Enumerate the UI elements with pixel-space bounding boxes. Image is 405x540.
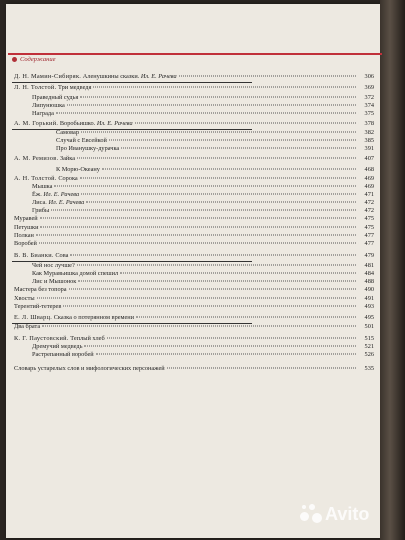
toc-page-number: 495 (364, 314, 374, 321)
toc-entry (32, 94, 374, 102)
toc-title: Сказка о потерянном времени (53, 314, 135, 321)
toc-title: Про Иванушку-дурачка (56, 145, 120, 152)
dot-leader (51, 210, 356, 211)
toc-title: Полкан (14, 232, 34, 239)
toc-entry (32, 183, 374, 191)
toc-title: Грибы (32, 207, 50, 214)
toc-title: Лиса. (32, 199, 47, 206)
dot-leader (86, 202, 356, 203)
dot-leader (81, 132, 356, 133)
toc-entry-title (32, 207, 49, 215)
toc-title: Три медведя (58, 84, 92, 91)
toc-entry-title (32, 102, 65, 110)
toc-entry (32, 270, 374, 278)
toc-page-number: 369 (364, 84, 374, 91)
toc-page-number: 477 (364, 232, 374, 239)
toc-entry-title (14, 323, 40, 331)
dot-leader (96, 354, 356, 355)
dot-leader (81, 194, 356, 195)
toc-title: Праведный судья (32, 94, 79, 101)
toc-entry (32, 278, 374, 286)
dot-leader (42, 326, 356, 327)
dot-leader (136, 317, 356, 318)
toc-page-number: 374 (364, 102, 374, 109)
toc-entry (14, 286, 374, 294)
toc-illustrator-note: Ил. Е. Рачева (140, 73, 177, 80)
toc-title: Теплый хлеб (70, 335, 105, 342)
dot-leader (39, 243, 356, 244)
toc-entry-title (32, 343, 82, 351)
toc-entry-title (32, 199, 84, 207)
toc-author: К. Г. Паустовский. (14, 335, 69, 342)
toc-title: Хвосты (14, 295, 35, 302)
avito-watermark (300, 503, 369, 525)
toc-page-number: 475 (364, 215, 374, 222)
dot-leader (67, 105, 356, 106)
toc-entry (14, 224, 374, 232)
toc-entry (14, 175, 374, 183)
toc-page-number: 501 (364, 323, 374, 330)
toc-page-number: 475 (364, 224, 374, 231)
toc-entry (14, 365, 374, 373)
dot-leader (77, 265, 356, 266)
dot-leader (36, 235, 356, 236)
toc-entry-title (14, 240, 37, 248)
toc-page-number: 375 (364, 110, 374, 117)
header-title: Содержание (20, 56, 56, 63)
toc-entry-title (32, 278, 76, 286)
dot-leader (107, 338, 356, 339)
toc-entry (14, 232, 374, 240)
toc-entry (14, 155, 374, 163)
toc-entry-title (32, 191, 79, 199)
toc-title: Самовар (56, 129, 79, 136)
dot-leader (135, 123, 356, 124)
toc-entry (32, 343, 374, 351)
toc-entry (56, 137, 374, 145)
toc-entry (32, 191, 374, 199)
dot-leader (70, 255, 356, 256)
toc-entry-title (14, 73, 177, 81)
toc-entry-title (14, 232, 34, 240)
dot-leader (78, 281, 356, 282)
toc-title: Воробей (14, 240, 37, 247)
toc-illustrator-note: Ил. Е. Рачева (43, 191, 80, 198)
dot-leader (179, 76, 356, 77)
toc-title: Мышка (32, 183, 53, 190)
dot-leader (84, 346, 356, 347)
toc-author: Е. Л. Шварц. (14, 314, 53, 321)
toc-entry-title (14, 215, 38, 223)
toc-entry (14, 335, 374, 343)
toc-title: Воробьишко. (59, 120, 96, 127)
avito-dots-icon (300, 503, 322, 525)
toc-page-number: 378 (364, 120, 374, 127)
dot-leader (40, 218, 356, 219)
toc-page-number: 484 (364, 270, 374, 277)
toc-title: Муравей (14, 215, 38, 222)
toc-title: Сорока (58, 175, 78, 182)
toc-title: Сова (55, 252, 69, 259)
toc-title: Растрепанный воробей (32, 351, 94, 358)
toc-entry (14, 84, 374, 92)
toc-author: В. В. Бианки. (14, 252, 54, 259)
toc-page-number: 490 (364, 286, 374, 293)
toc-entry-title (32, 110, 54, 118)
toc-entry (14, 252, 374, 260)
toc-page-number: 469 (364, 183, 374, 190)
toc-title: Петушки (14, 224, 39, 231)
toc-entry (14, 295, 374, 303)
toc-page-number: 407 (364, 155, 374, 162)
toc-entry-title (14, 365, 165, 373)
toc-entry-title (56, 129, 79, 137)
toc-entry (14, 215, 374, 223)
dot-leader (63, 306, 356, 307)
toc-title: Случай с Евсейкой (56, 137, 107, 144)
toc-page-number: 372 (364, 94, 374, 101)
toc-page-number: 385 (364, 137, 374, 144)
toc-entry-title (14, 252, 68, 260)
toc-entry-title (14, 175, 78, 183)
toc-page-number: 468 (364, 166, 374, 173)
toc-entry-title (14, 224, 38, 232)
dot-leader (109, 140, 356, 141)
toc-entry-title (14, 155, 75, 163)
toc-entry (56, 145, 374, 153)
toc-entry-title (56, 145, 119, 153)
toc-entry-title (32, 262, 75, 270)
toc-entry (14, 240, 374, 248)
toc-entry-title (14, 303, 61, 311)
toc-entry-title (32, 183, 52, 191)
toc-page-number: 382 (364, 129, 374, 136)
toc-entry (56, 129, 374, 137)
toc-entry (32, 351, 374, 359)
watermark-text: Avito (325, 503, 370, 524)
toc-entry-title (14, 120, 133, 128)
toc-entry (56, 166, 374, 174)
toc-entry-title (56, 166, 100, 174)
dot-leader (54, 186, 356, 187)
dot-leader (69, 289, 356, 290)
toc-title: Мастера без топора (14, 286, 67, 293)
toc-title: Словарь устарелых слов и мифологических персонажей (14, 365, 165, 372)
toc-page-number: 391 (364, 145, 374, 152)
toc-page-number: 469 (364, 175, 374, 182)
toc-entry (14, 314, 374, 322)
toc-entry (14, 303, 374, 311)
toc-title: Награда (32, 110, 54, 117)
toc-page-number: 472 (364, 199, 374, 206)
dot-leader (77, 158, 356, 159)
dot-leader (40, 227, 356, 228)
dot-leader (120, 273, 356, 274)
toc-page-number: 521 (364, 343, 374, 350)
toc-page-number: 306 (364, 73, 374, 80)
toc-author: Д. Н. Мамин-Сибиряк. (14, 73, 82, 80)
toc-entry (32, 199, 374, 207)
toc-page-number: 477 (364, 240, 374, 247)
toc-title: Липунюшка (32, 102, 65, 109)
toc-entry-title (32, 270, 118, 278)
toc-title: Дремучий медведь (32, 343, 83, 350)
toc-page-number: 471 (364, 191, 374, 198)
toc-entry (32, 207, 374, 215)
toc-entry (14, 323, 374, 331)
toc-page-number: 526 (364, 351, 374, 358)
toc-author: Л. Н. Толстой. (14, 84, 57, 91)
toc-title: Зайка (59, 155, 76, 162)
toc-entry-title (32, 94, 78, 102)
toc-entry-title (14, 286, 67, 294)
toc-entry-title (14, 335, 105, 343)
toc-page-number: 488 (364, 278, 374, 285)
toc-page-number: 479 (364, 252, 374, 259)
toc-page-number: 515 (364, 335, 374, 342)
toc-author: А. М. Горький. (14, 120, 59, 127)
toc-illustrator-note: Ил. Е. Рачева (48, 199, 85, 206)
toc-title: Как Муравьишка домой спешил (32, 270, 119, 277)
toc-page-number: 493 (364, 303, 374, 310)
toc-entry-title (32, 351, 94, 359)
toc-title: Ёж. (32, 191, 42, 198)
toc-title: Чей нос лучше? (32, 262, 75, 269)
dot-leader (80, 178, 356, 179)
toc-title: К Морю-Океану (56, 166, 100, 173)
dot-leader (121, 148, 356, 149)
dot-leader (167, 368, 356, 369)
toc-entry (32, 110, 374, 118)
toc-entry (32, 262, 374, 270)
section-underline (12, 82, 252, 83)
toc-title: Два брата (14, 323, 41, 330)
toc-entry-title (14, 295, 35, 303)
toc-page-number: 491 (364, 295, 374, 302)
toc-illustrator-note: Ил. Е. Рачева (96, 120, 133, 127)
toc-entry-title (14, 314, 134, 322)
toc-entry (32, 102, 374, 110)
toc-entry (14, 120, 374, 128)
toc-page-number: 472 (364, 207, 374, 214)
dot-leader (93, 87, 356, 88)
dot-leader (102, 169, 356, 170)
toc-page-number: 535 (364, 365, 374, 372)
toc-author: А. Н. Толстой. (14, 175, 57, 182)
toc-entry-title (14, 84, 91, 92)
toc-title: Лис и Мышонок (32, 278, 77, 285)
toc-title: Терентий-тетерев (14, 303, 62, 310)
dot-leader (80, 97, 356, 98)
toc-title: Аленушкины сказки. (82, 73, 140, 80)
dot-leader (56, 113, 356, 114)
toc-entry (14, 73, 374, 81)
toc-entry-title (56, 137, 107, 145)
dot-leader (37, 298, 356, 299)
toc-page-number: 481 (364, 262, 374, 269)
toc-author: А. М. Ремизов. (14, 155, 59, 162)
